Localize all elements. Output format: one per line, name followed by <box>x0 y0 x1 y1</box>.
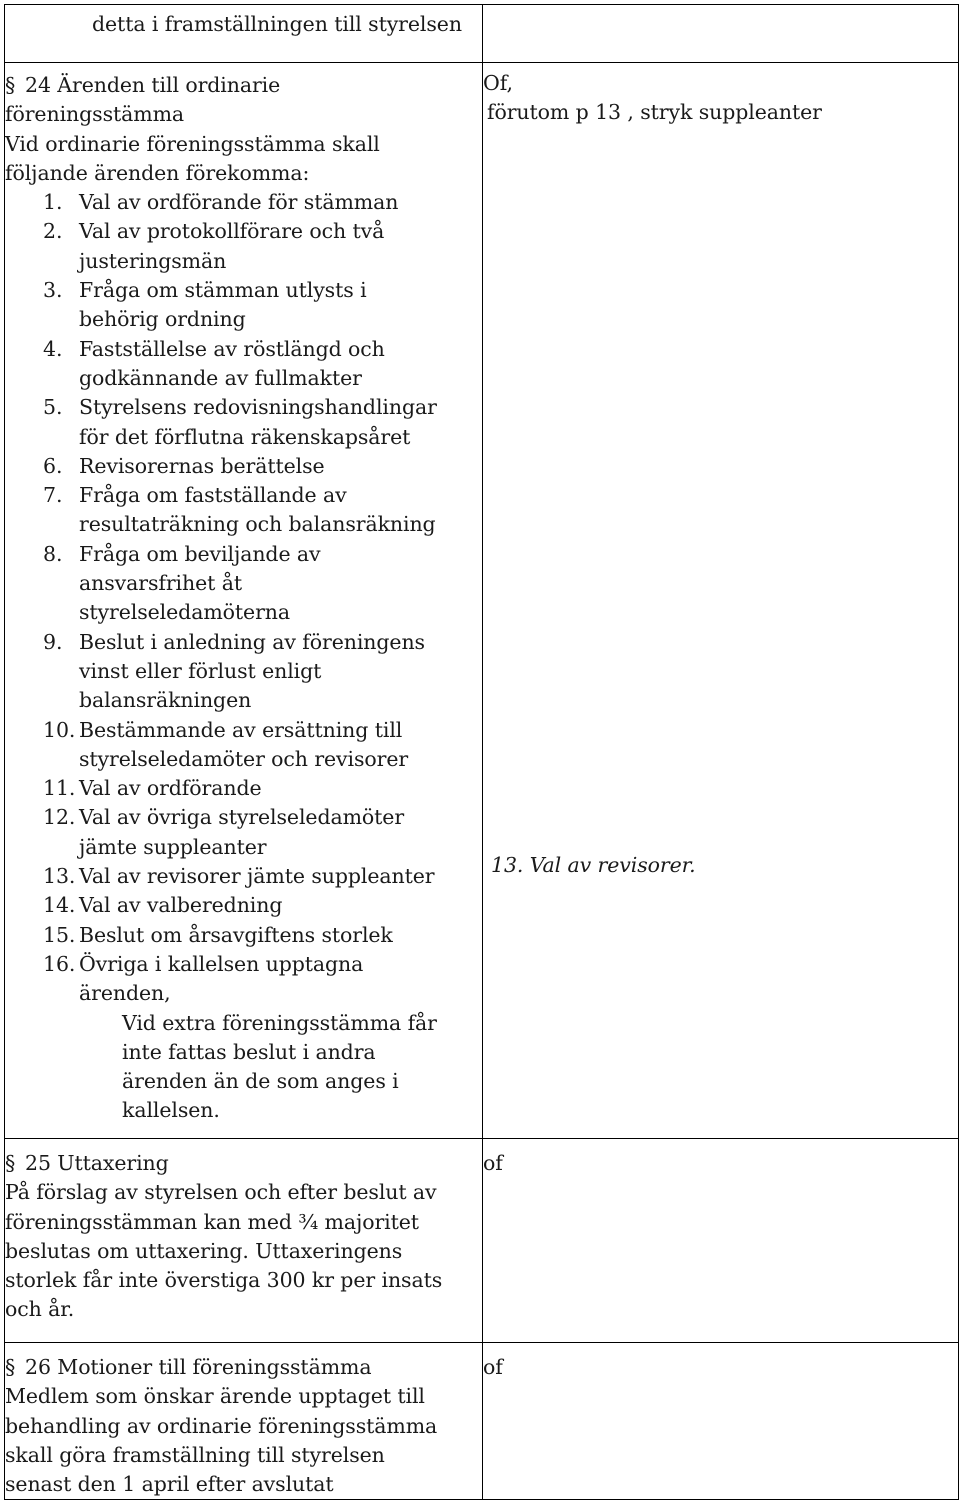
item-number: 15. <box>43 922 76 947</box>
heading-line: föreningsstämma <box>5 102 185 127</box>
section-mark: § <box>5 1151 16 1175</box>
item-line: Val av valberedning <box>79 893 283 918</box>
table-row <box>5 63 959 1139</box>
list-item <box>5 276 482 335</box>
body-line: föreningsstämman kan med ¾ majoritet <box>5 1209 419 1234</box>
item-line: resultaträkning och balansräkning <box>79 512 436 537</box>
cell-right <box>483 63 959 1139</box>
item-line: balansräkningen <box>79 688 252 713</box>
text-line: detta i framställningen till styrelsen <box>92 12 462 36</box>
heading-line: 26 Motioner till föreningsstämma <box>25 1355 372 1379</box>
section-mark: § <box>5 73 16 97</box>
item-number: 4. <box>43 336 63 361</box>
item-number: 10. <box>43 717 76 742</box>
cell-right <box>483 1139 959 1343</box>
body-line: Medlem som önskar ärende upptaget till <box>5 1384 425 1409</box>
item-number: 6. <box>43 453 63 478</box>
cell-left <box>5 5 483 63</box>
extra-meeting-note <box>5 1009 482 1126</box>
item-line: jämte suppleanter <box>79 834 267 859</box>
item-line: Fastställelse av röstlängd och <box>79 336 385 361</box>
list-item <box>5 335 482 394</box>
list-item <box>5 774 482 803</box>
item-number: 9. <box>43 629 63 654</box>
heading-line: 24 Ärenden till ordinarie <box>25 73 281 97</box>
section-heading <box>5 1149 482 1178</box>
item-line: Val av protokollförare och två <box>79 219 385 244</box>
item-number: 14. <box>43 893 76 918</box>
cell-right <box>483 5 959 63</box>
section-26 <box>5 1353 482 1499</box>
body-line: och år. <box>5 1297 75 1322</box>
cell-right <box>483 1343 959 1500</box>
cell-left <box>5 1139 483 1343</box>
item-line: Beslut om årsavgiftens storlek <box>79 922 393 947</box>
heading-line: Vid ordinarie föreningsstämma skall <box>5 131 380 156</box>
item-number: 1. <box>43 190 63 215</box>
cell-left <box>5 63 483 1139</box>
item-number: 16. <box>43 951 76 976</box>
body-line: behandling av ordinarie föreningsstämma <box>5 1413 438 1438</box>
note-line: Vid extra föreningsstämma får <box>122 1010 437 1035</box>
section-heading <box>5 71 482 100</box>
section-25 <box>5 1149 482 1325</box>
table-row <box>5 1343 959 1500</box>
heading-line: 25 Uttaxering <box>25 1151 169 1175</box>
list-item <box>5 481 482 540</box>
list-item <box>5 217 482 276</box>
item-line: styrelseledamöter och revisorer <box>79 746 409 771</box>
item-number: 5. <box>43 395 63 420</box>
note-line: kallelsen. <box>122 1098 220 1123</box>
item-line: Fråga om beviljande av <box>79 541 321 566</box>
body-line: På förslag av styrelsen och efter beslut av <box>5 1180 437 1205</box>
item-number: 13. <box>43 864 76 889</box>
item-number: 7. <box>43 483 63 508</box>
body-line: senast den 1 april efter avslutat <box>5 1472 334 1497</box>
list-item <box>5 891 482 920</box>
item-line: vinst eller förlust enligt <box>79 658 322 683</box>
section-24 <box>5 71 482 1126</box>
item-line: godkännande av fullmakter <box>79 365 362 390</box>
comment-note: 13. Val av revisorer. <box>491 853 696 877</box>
comment-line: of <box>483 1151 503 1175</box>
comment-line: Of, <box>483 71 513 95</box>
comment-line: förutom p 13 , stryk suppleanter <box>487 100 822 125</box>
item-line: justeringsmän <box>79 248 227 273</box>
table-row <box>5 5 959 63</box>
body-line: beslutas om uttaxering. Uttaxeringens <box>5 1238 403 1263</box>
document-table <box>4 4 959 1500</box>
item-line: Övriga i kallelsen upptagna <box>79 951 364 976</box>
item-line: ansvarsfrihet åt <box>79 571 242 596</box>
item-line: Beslut i anledning av föreningens <box>79 629 425 654</box>
item-line: Fråga om stämman utlysts i <box>79 278 367 303</box>
list-item <box>5 188 482 217</box>
item-line: Fråga om fastställande av <box>79 483 347 508</box>
item-line: Bestämmande av ersättning till <box>79 717 403 742</box>
item-number: 8. <box>43 541 63 566</box>
list-item <box>5 452 482 481</box>
item-line: för det förflutna räkenskapsåret <box>79 424 411 449</box>
item-line: Val av revisorer jämte suppleanter <box>79 864 435 889</box>
item-number: 11. <box>43 776 76 801</box>
agenda-list <box>5 188 482 979</box>
item-line: Styrelsens redovisningshandlingar <box>79 395 437 420</box>
item-line: Revisorernas berättelse <box>79 453 325 478</box>
item-line: Val av ordförande för stämman <box>79 190 399 215</box>
list-item <box>5 950 482 979</box>
section-heading <box>5 1353 482 1382</box>
heading-line: följande ärenden förekomma: <box>5 160 310 185</box>
list-item <box>5 540 482 628</box>
table-row <box>5 1139 959 1343</box>
item-line: behörig ordning <box>79 307 246 332</box>
item-line: styrelseledamöterna <box>79 600 290 625</box>
list-item <box>5 393 482 452</box>
list-item <box>5 803 482 862</box>
body-line: skall göra framställning till styrelsen <box>5 1442 385 1467</box>
item-number: 2. <box>43 219 63 244</box>
note-line: ärenden än de som anges i <box>122 1069 399 1094</box>
body-line: storlek får inte överstiga 300 kr per insats <box>5 1268 443 1293</box>
item-line: Val av övriga styrelseledamöter <box>79 805 405 830</box>
item-number: 12. <box>43 805 76 830</box>
item-line: Val av ordförande <box>79 776 262 801</box>
comment-line: of <box>483 1355 503 1379</box>
section-mark: § <box>5 1355 16 1379</box>
list-item <box>5 862 482 891</box>
list-item <box>5 716 482 775</box>
tail-line: ärenden, <box>79 981 171 1006</box>
note-line: inte fattas beslut i andra <box>122 1039 376 1064</box>
cell-left <box>5 1343 483 1500</box>
item-number: 3. <box>43 278 63 303</box>
list-item <box>5 628 482 716</box>
list-item <box>5 921 482 950</box>
